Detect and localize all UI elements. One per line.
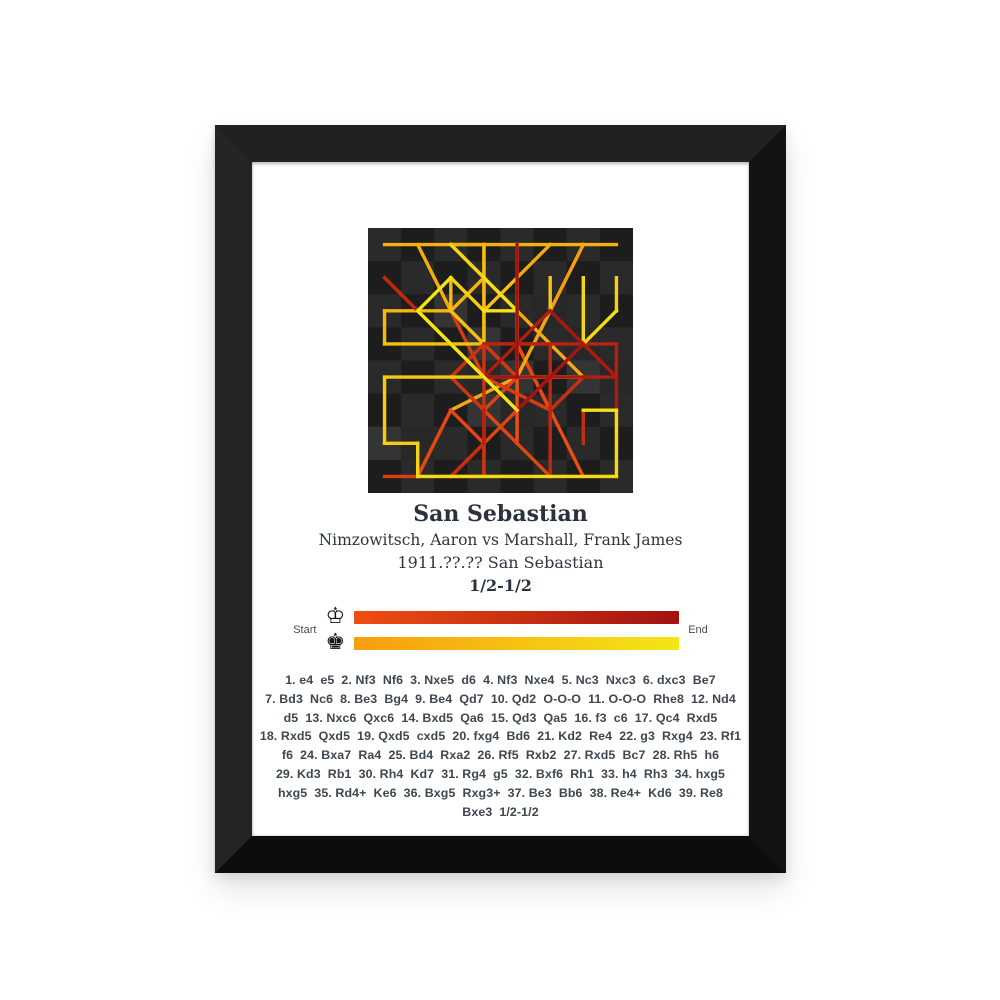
move-line: 18. Rxd5 Qxd5 19. Qxd5 cxd5 20. fxg4 Bd6 21. Kd2 Re4 22. g3 Rxg4 23. Rf1	[259, 729, 742, 744]
legend-end-label: End	[688, 624, 708, 636]
move-color-legend	[293, 604, 708, 656]
white-gradient-bar	[354, 611, 679, 624]
black-king-icon: ♚	[325, 630, 346, 655]
legend-start-label: Start	[293, 624, 317, 636]
move-line: 7. Bd3 Nc6 8. Be3 Bg4 9. Be4 Qd7 10. Qd2 O-O-O 11. O-O-O Rhe8 12. Nd4	[265, 691, 736, 706]
move-line: 1. e4 e5 2. Nf3 Nf6 3. Nxe5 d6 4. Nf3 Nxe4 5. Nc3 Nxc3 6. dxc3 Be7	[285, 673, 716, 687]
move-list	[260, 671, 741, 821]
move-line: Bxe3 1/2-1/2	[462, 804, 539, 819]
poster-title: San Sebastian	[413, 501, 588, 527]
poster-players: Nimzowitsch, Aaron vs Marshall, Frank James	[318, 531, 683, 549]
picture-frame	[215, 125, 786, 873]
white-king-icon: ♔	[325, 604, 346, 629]
move-line: d5 13. Nxc6 Qxc6 14. Bxd5 Qa6 15. Qd3 Qa5 16. f3 c6 17. Qc4 Rxd5	[283, 710, 718, 725]
legend-gradient-bars	[354, 611, 679, 650]
move-line: f6 24. Bxa7 Ra4 25. Bd4 Rxa2 26. Rf5 Rxb2 27. Rxd5 Bc7 28. Rh5 h6	[281, 748, 720, 763]
black-gradient-bar	[354, 637, 679, 650]
legend-king-icons	[325, 604, 345, 656]
board-visualization	[368, 228, 633, 493]
move-line: 29. Kd3 Rb1 30. Rh4 Kd7 31. Rg4 g5 32. Bxf6 Rh1 33. h4 Rh3 34. hxg5	[275, 766, 726, 781]
poster-event-date: 1911.??.?? San Sebastian	[397, 553, 604, 572]
move-line: hxg5 35. Rd4+ Ke6 36. Bxg5 Rxg3+ 37. Be3 Bb6 38. Re4+ Kd6 39. Re8	[277, 785, 724, 800]
poster-print	[252, 162, 749, 836]
poster-result: 1/2-1/2	[469, 576, 532, 595]
